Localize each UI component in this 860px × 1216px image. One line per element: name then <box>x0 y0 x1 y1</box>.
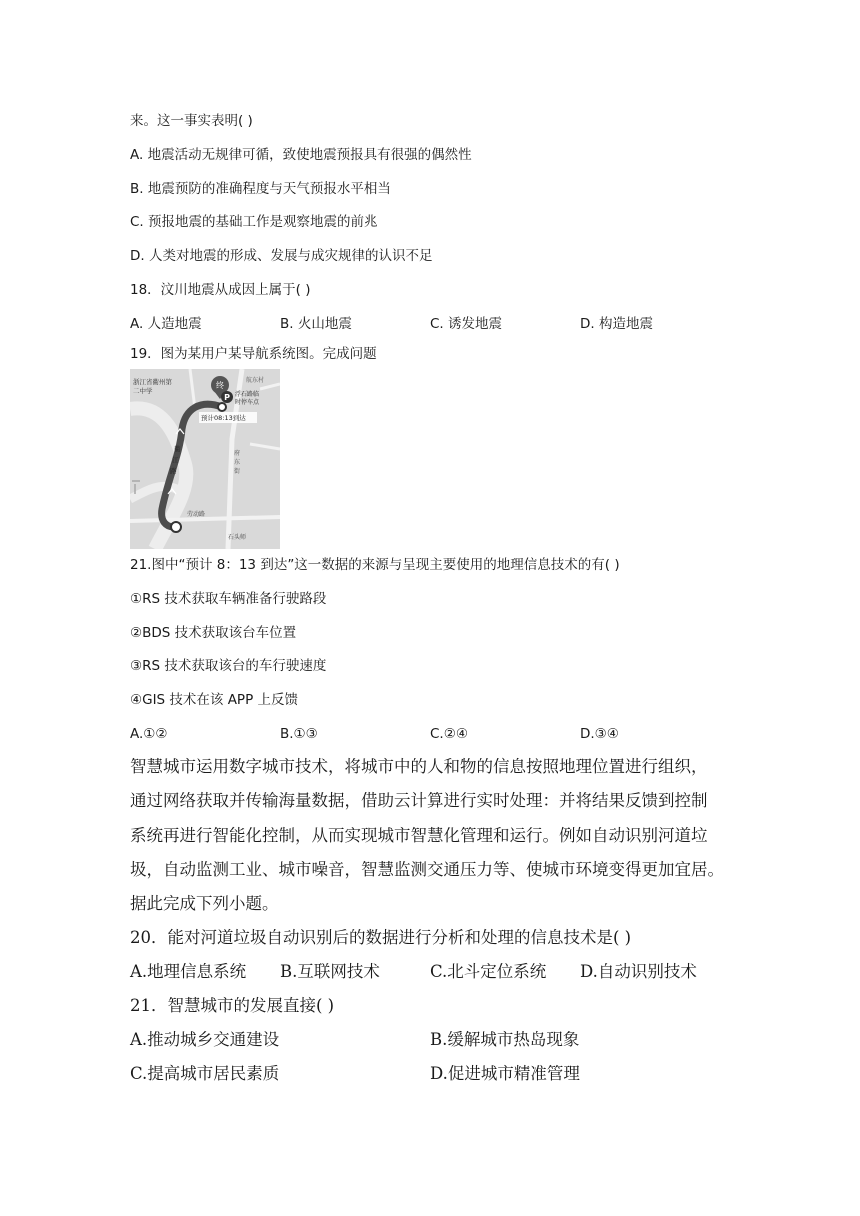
q21a-stem: 21.图中“预计 8：13 到达”这一数据的来源与呈现主要使用的地理信息技术的有( ) <box>130 557 620 573</box>
q19-stem: 19．图为某用户某导航系统图。完成问题 <box>130 346 377 362</box>
q21a-option-c[interactable]: C.②④ <box>430 726 468 742</box>
q18-stem: 18．汶川地震从成因上属于( ) <box>130 282 311 298</box>
passage-line-4: 圾，自动监测工业、城市噪音，智慧监测交通压力等、使城市环境变得更加宜居。 <box>130 860 724 879</box>
current-location-icon <box>218 403 226 411</box>
q21a-option-a[interactable]: A.①② <box>130 726 168 742</box>
q17-option-c[interactable]: C. 预报地震的基础工作是观察地震的前兆 <box>130 214 378 230</box>
q21a-item-1: ①RS 技术获取车辆准备行驶路段 <box>130 591 327 607</box>
q21a-item-2: ②BDS 技术获取该台车位置 <box>130 625 297 641</box>
navigation-map <box>130 369 280 549</box>
q18-option-d[interactable]: D. 构造地震 <box>580 316 653 332</box>
map-label-road-low: 劳动路 <box>187 511 206 518</box>
q17-option-a[interactable]: A. 地震活动无规律可循，致使地震预报具有很强的偶然性 <box>130 147 472 163</box>
q21a-item-3: ③RS 技术获取该台的车行驶速度 <box>130 658 327 674</box>
q20-option-b[interactable]: B.互联网技术 <box>280 962 380 981</box>
q21a-option-d[interactable]: D.③④ <box>580 726 619 742</box>
svg-text:江: 江 <box>172 456 179 464</box>
svg-text:衢: 衢 <box>174 445 181 453</box>
start-point-icon <box>171 522 181 532</box>
q21a-option-b[interactable]: B.①③ <box>280 726 318 742</box>
q18-option-c[interactable]: C. 诱发地震 <box>430 316 503 332</box>
q21b-option-a[interactable]: A.推动城乡交通建设 <box>130 1030 280 1049</box>
q17-option-b[interactable]: B. 地震预防的准确程度与天气预报水平相当 <box>130 181 391 197</box>
q20-option-d[interactable]: D.自动识别技术 <box>580 962 697 981</box>
q18-option-b[interactable]: B. 火山地震 <box>280 316 352 332</box>
map-label-stop-1: 浮石路临 <box>235 391 260 398</box>
q20-option-c[interactable]: C.北斗定位系统 <box>430 962 547 981</box>
map-label-school-1: 浙江省衢州第 <box>133 378 172 386</box>
svg-text:P: P <box>224 393 230 402</box>
map-label-village: 航东村 <box>246 377 265 384</box>
marker-label: 终 <box>216 381 224 390</box>
q18-option-a[interactable]: A. 人造地震 <box>130 316 202 332</box>
q20-option-a[interactable]: A.地理信息系统 <box>130 962 247 981</box>
map-label-bottom: 石头师 <box>228 534 247 541</box>
svg-text:街: 街 <box>234 468 241 475</box>
q20-stem: 20．能对河道垃圾自动识别后的数据进行分析和处理的信息技术是( ) <box>130 928 632 947</box>
q21b-option-b[interactable]: B.缓解城市热岛现象 <box>430 1030 580 1049</box>
q21a-item-4: ④GIS 技术在该 APP 上反馈 <box>130 692 299 708</box>
map-label-stop-2: 时停车点 <box>235 399 260 406</box>
q17-stem-tail: 来。这一事实表明( ) <box>130 113 253 129</box>
passage-line-5: 据此完成下列小题。 <box>130 894 279 913</box>
q21b-stem: 21．智慧城市的发展直接( ) <box>130 996 335 1015</box>
svg-text:路: 路 <box>170 467 177 475</box>
passage-line-3: 系统再进行智能化控制，从而实现城市智慧化管理和运行。例如自动识别河道垃 <box>130 826 708 845</box>
svg-text:东: 东 <box>234 459 241 466</box>
map-label-eta: 预计08:13到达 <box>201 414 246 422</box>
passage-line-1: 智慧城市运用数字城市技术，将城市中的人和物的信息按照地理位置进行组织， <box>130 757 708 776</box>
map-label-school-2: 二中学 <box>133 387 153 395</box>
q21b-option-c[interactable]: C.提高城市居民素质 <box>130 1064 280 1083</box>
passage-line-2: 通过网络获取并传输海量数据，借助云计算进行实时处理：并将结果反馈到控制 <box>130 791 708 810</box>
svg-text:府: 府 <box>234 450 241 457</box>
q17-option-d[interactable]: D. 人类对地震的形成、发展与成灾规律的认识不足 <box>130 248 433 264</box>
q21b-option-d[interactable]: D.促进城市精准管理 <box>430 1064 580 1083</box>
